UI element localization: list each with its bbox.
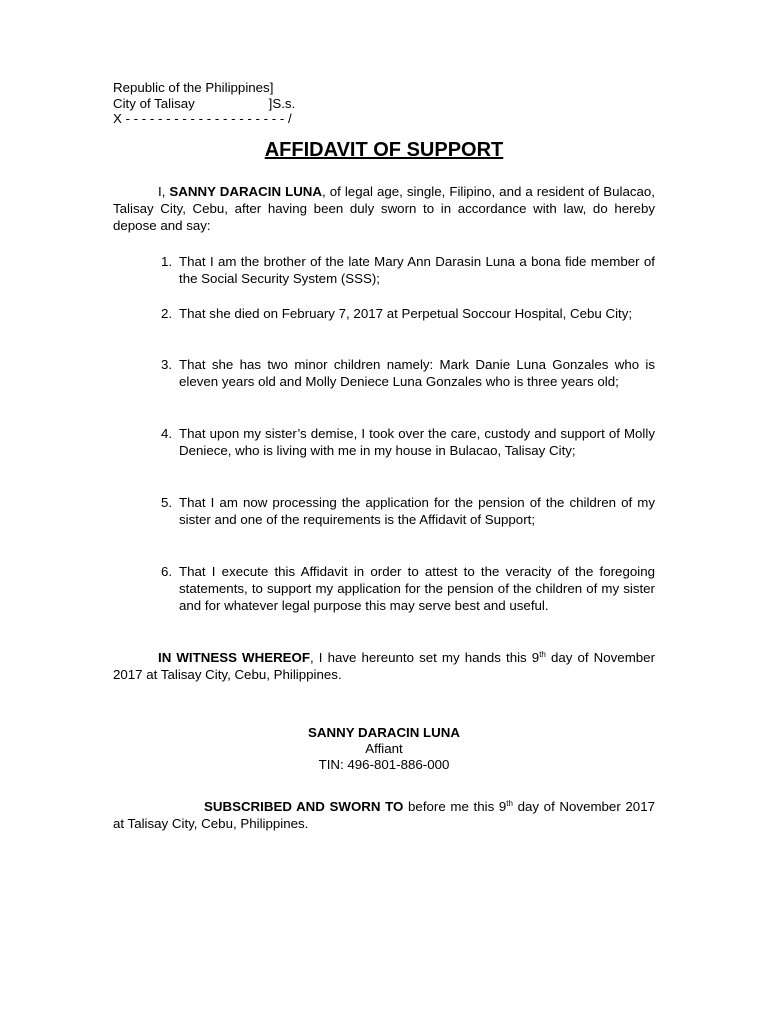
signatory-tin: TIN: 496-801-886-000 bbox=[318, 757, 450, 772]
witness-text-after: day of November 2017 at Talisay City, Cebu, Philippines. bbox=[113, 650, 655, 682]
venue-country: Republic of the Philippines] bbox=[113, 80, 274, 95]
list-item bbox=[113, 494, 655, 528]
list-item bbox=[113, 425, 655, 459]
item-number: 6. bbox=[161, 564, 173, 579]
jurat-paragraph bbox=[113, 798, 655, 832]
witness-lead: IN WITNESS WHEREOF bbox=[158, 650, 311, 665]
witness-paragraph bbox=[113, 649, 655, 683]
venue-city: City of Talisay ]S.s. bbox=[113, 95, 296, 111]
item-text: That I execute this Affidavit in order to attest to the veracity of the foregoing statements, to support my application for the pension of the children of my sister and for whatever legal purpose this may serve best and useful. bbox=[179, 564, 655, 613]
item-text: That upon my sister’s demise, I took over the care, custody and support of Molly Deniece, who is living with me in my house in Bulacao, Talisay City; bbox=[179, 426, 655, 458]
intro-text: , of legal age, single, Filipino, and a resident of Bulacao, Talisay City, Cebu, after having been duly sworn to in accordance with law, do hereby depose and say: bbox=[113, 184, 655, 233]
jurat-text-after: day of November 2017 at Talisay City, Cebu, Philippines. bbox=[113, 799, 655, 831]
list-item bbox=[113, 356, 655, 390]
list-item bbox=[113, 253, 655, 287]
signatory-name: SANNY DARACIN LUNA bbox=[308, 725, 460, 740]
item-number: 2. bbox=[161, 306, 173, 321]
intro-paragraph bbox=[113, 183, 655, 234]
item-text: That she has two minor children namely: Mark Danie Luna Gonzales who is eleven years old and Molly Deniece Luna Gonzales who is three years old; bbox=[179, 357, 655, 389]
jurat-lead: SUBSCRIBED AND SWORN TO bbox=[204, 799, 404, 814]
jurat-ordinal: th bbox=[506, 799, 513, 808]
jurat-text-before: before me this 9 bbox=[403, 799, 507, 814]
item-text: That I am now processing the application for the pension of the children of my sister and one of the requirements is the Affidavit of Support; bbox=[179, 495, 655, 527]
document-title: AFFIDAVIT OF SUPPORT bbox=[264, 139, 504, 161]
venue-separator: X - - - - - - - - - - - - - - - - - - - - / bbox=[113, 111, 292, 126]
item-number: 3. bbox=[161, 357, 173, 372]
signatory-role: Affiant bbox=[365, 741, 403, 756]
item-text: That she died on February 7, 2017 at Perpetual Soccour Hospital, Cebu City; bbox=[179, 306, 633, 321]
venue-block bbox=[113, 79, 295, 126]
item-number: 1. bbox=[161, 254, 173, 269]
intro-prefix: I, bbox=[158, 184, 170, 199]
witness-ordinal: th bbox=[539, 650, 546, 659]
item-number: 5. bbox=[161, 495, 173, 510]
affiant-name: SANNY DARACIN LUNA bbox=[169, 184, 323, 199]
list-item bbox=[113, 305, 655, 322]
item-number: 4. bbox=[161, 426, 173, 441]
witness-text-before: , I have hereunto set my hands this 9 bbox=[310, 650, 540, 665]
item-text: That I am the brother of the late Mary Ann Darasin Luna a bona fide member of the Social Security System (SSS); bbox=[179, 254, 655, 286]
list-item bbox=[113, 563, 655, 614]
